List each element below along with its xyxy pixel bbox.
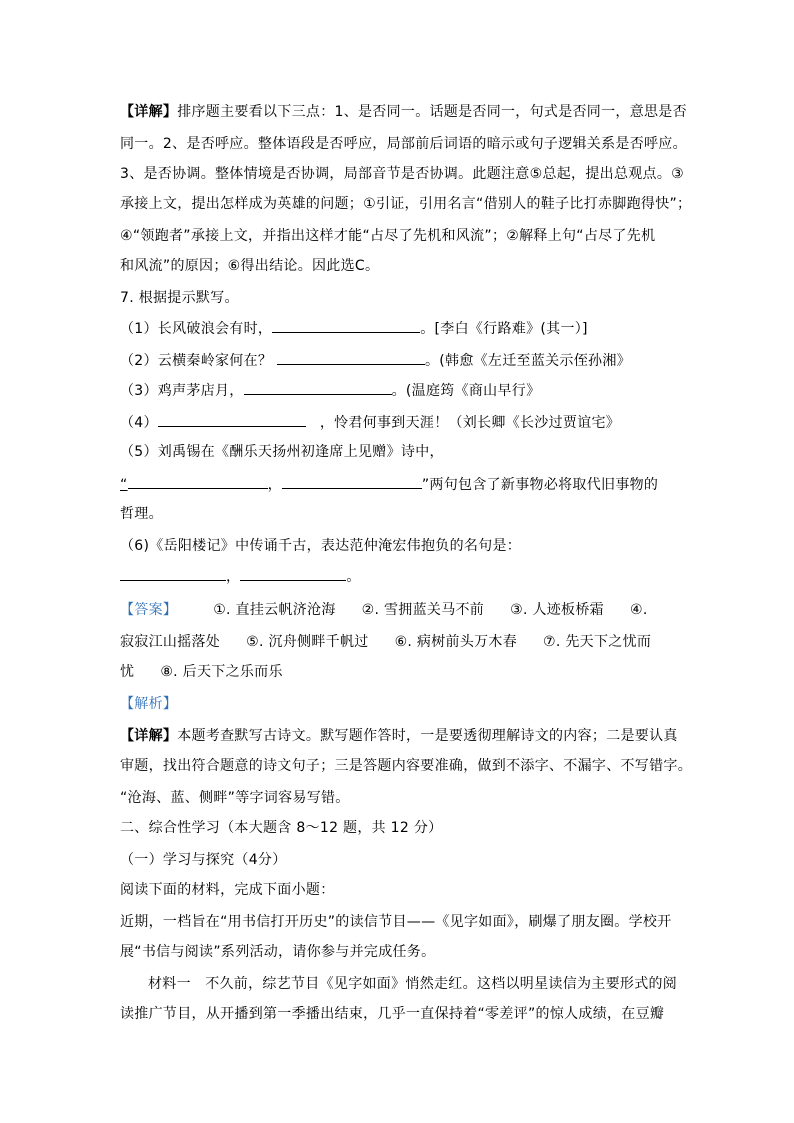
answer-blank[interactable] bbox=[158, 412, 306, 427]
detail-line: 3、是否协调。整体情境是否协调，局部音节是否协调。此题注意⑤总起，提出总观点。③ bbox=[120, 166, 685, 182]
answer-line-3: 忧 ⑧. 后天下之乐而乐 bbox=[120, 664, 283, 680]
analysis-line: 【详解】本题考查默写古诗文。默写题作答时，一是要透彻理解诗文的内容；二是要认真 bbox=[120, 728, 678, 744]
answer-blank[interactable] bbox=[282, 474, 422, 489]
analysis-line: “沧海、蓝、侧畔”等字词容易写错。 bbox=[120, 790, 350, 806]
section-title: 二、综合性学习（本大题含 8～12 题，共 12 分） bbox=[120, 820, 443, 836]
detail-line: 【详解】排序题主要看以下三点：1、是否同一。话题是否同一，句式是否同一，意思是否 bbox=[120, 104, 687, 120]
answer-blank[interactable] bbox=[128, 474, 268, 489]
question-item-6-blanks: ， 。 bbox=[120, 566, 361, 587]
detail-line: 承接上文，提出怎样成为英雄的问题；①引证，引用名言“借别人的鞋子比打赤脚跑得快”； bbox=[120, 196, 692, 212]
answer-blank[interactable] bbox=[240, 566, 346, 581]
answer-blank[interactable] bbox=[277, 350, 425, 365]
question-item-3: （3）鸡声茅店月， 。(温庭筠《商山早行》 bbox=[120, 380, 540, 401]
answer-label: 【答案】 bbox=[120, 602, 178, 618]
intro-line: 近期，一档旨在“用书信打开历史”的读信节目——《见字如面》，刷爆了朋友圈。学校开 bbox=[120, 914, 672, 930]
detail-line: 和风流”的原因；⑥得出结论。因此选C。 bbox=[120, 258, 380, 274]
question-item-5-blanks: “ ， ”两句包含了新事物必将取代旧事物的 bbox=[120, 474, 658, 495]
detail-line: ④“领跑者”承接上文，并指出这样才能“占尽了先机和风流”；②解释上句“占尽了先机 bbox=[120, 228, 656, 244]
detail-line: 同一。2、是否呼应。整体语段是否呼应，局部前后词语的暗示或句子逻辑关系是否呼应。 bbox=[120, 136, 687, 152]
question-item-2: （2）云横秦岭家何在？ 。(韩愈《左迁至蓝关示侄孙湘》 bbox=[120, 350, 631, 371]
question-item-5: （5）刘禹锡在《酬乐天扬州初逢席上见赠》诗中， bbox=[120, 444, 444, 460]
instruction: 阅读下面的材料，完成下面小题： bbox=[120, 882, 335, 898]
detail-label: 【详解】 bbox=[120, 104, 178, 120]
question-item-5-end: 哲理。 bbox=[120, 506, 163, 522]
material-line: 材料一 不久前，综艺节目《见字如面》悄然走红。这档以明星读信为主要形式的阅 bbox=[148, 976, 678, 992]
analysis-label: 【解析】 bbox=[120, 696, 178, 712]
question-item-1: （1）长风破浪会有时， 。[李白《行路难》(其一）] bbox=[120, 318, 588, 339]
question-item-4: （4） ，怜君何事到天涯！（刘长卿《长沙过贾谊宅》 bbox=[120, 412, 620, 433]
answer-blank[interactable] bbox=[244, 380, 392, 395]
question-title: 7. 根据提示默写。 bbox=[120, 290, 239, 306]
answer-blank[interactable] bbox=[272, 318, 420, 333]
material-line: 读推广节目，从开播到第一季播出结束，几乎一直保持着“零差评”的惊人成绩，在豆瓣 bbox=[120, 1006, 665, 1022]
analysis-line: 审题，找出符合题意的诗文句子；三是答题内容要准确，做到不添字、不漏字、不写错字。 bbox=[120, 758, 692, 774]
answer-blank[interactable] bbox=[120, 566, 226, 581]
answer-line-1: 【答案】 ①. 直挂云帆济沧海 ②. 雪拥蓝关马不前 ③. 人迹板桥霜 ④. bbox=[120, 602, 648, 618]
answer-line-2: 寂寂江山摇落处 ⑤. 沉舟侧畔千帆过 ⑥. 病树前头万木春 ⑦. 先天下之忧而 bbox=[120, 634, 652, 650]
intro-line: 展“书信与阅读”系列活动，请你参与并完成任务。 bbox=[120, 944, 436, 960]
question-item-6: （6)《岳阳楼记》中传诵千古，表达范仲淹宏伟抱负的名句是： bbox=[120, 538, 522, 554]
subsection-title: （一）学习与探究（4分） bbox=[120, 852, 287, 868]
